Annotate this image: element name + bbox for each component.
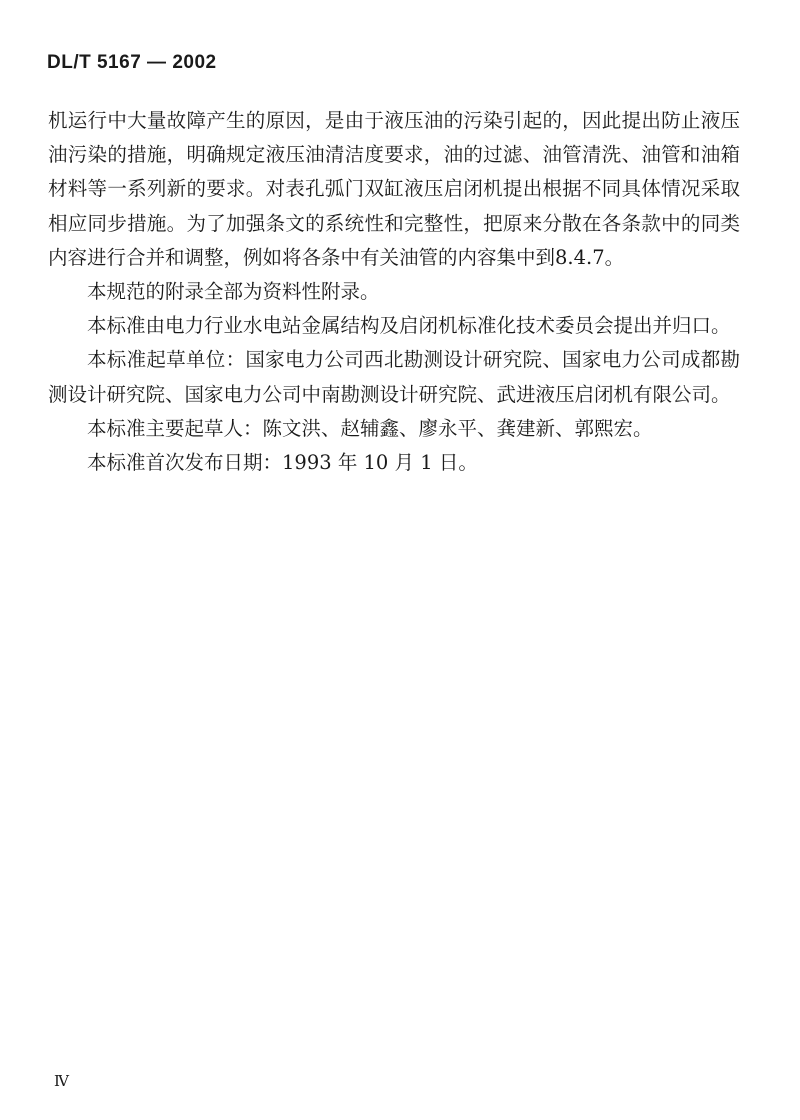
paragraph-drafting-units: 本标准起草单位：国家电力公司西北勘测设计研究院、国家电力公司成都勘测设计研究院、国家电力公司中南勘测设计研究院、武进液压启闭机有限公司。 — [48, 348, 740, 406]
paragraph-proposer: 本标准由电力行业水电站金属结构及启闭机标准化技术委员会提出并归口。 — [87, 314, 731, 338]
paragraph-appendix-note: 本规范的附录全部为资料性附录。 — [87, 280, 380, 304]
paragraph-first-release-date: 本标准首次发布日期：1993 年 10 月 1 日。 — [87, 451, 478, 475]
paragraph-continuation: 机运行中大量故障产生的原因，是由于液压油的污染引起的，因此提出防止液压油污染的措施，明确规定液压油清洁度要求，油的过滤、油管清洗、油管和油箱材料等一系列新的要求。对表孔弧门双缸液压启闭机提出根据不同具体情况采取相应同步措施。为了加强条文的系统性和完整性，把原来分散在各条款中的同类内容进行合并和调整，例如将各条中有关油管的内容集中到8.4.7。 — [48, 109, 740, 269]
paragraph-drafters: 本标准主要起草人：陈文洪、赵辅鑫、廖永平、龚建新、郭熙宏。 — [87, 416, 653, 440]
standard-code-header: DL/T 5167 — 2002 — [47, 52, 217, 73]
page-number: Ⅳ — [54, 1072, 69, 1090]
body-text — [48, 104, 740, 480]
